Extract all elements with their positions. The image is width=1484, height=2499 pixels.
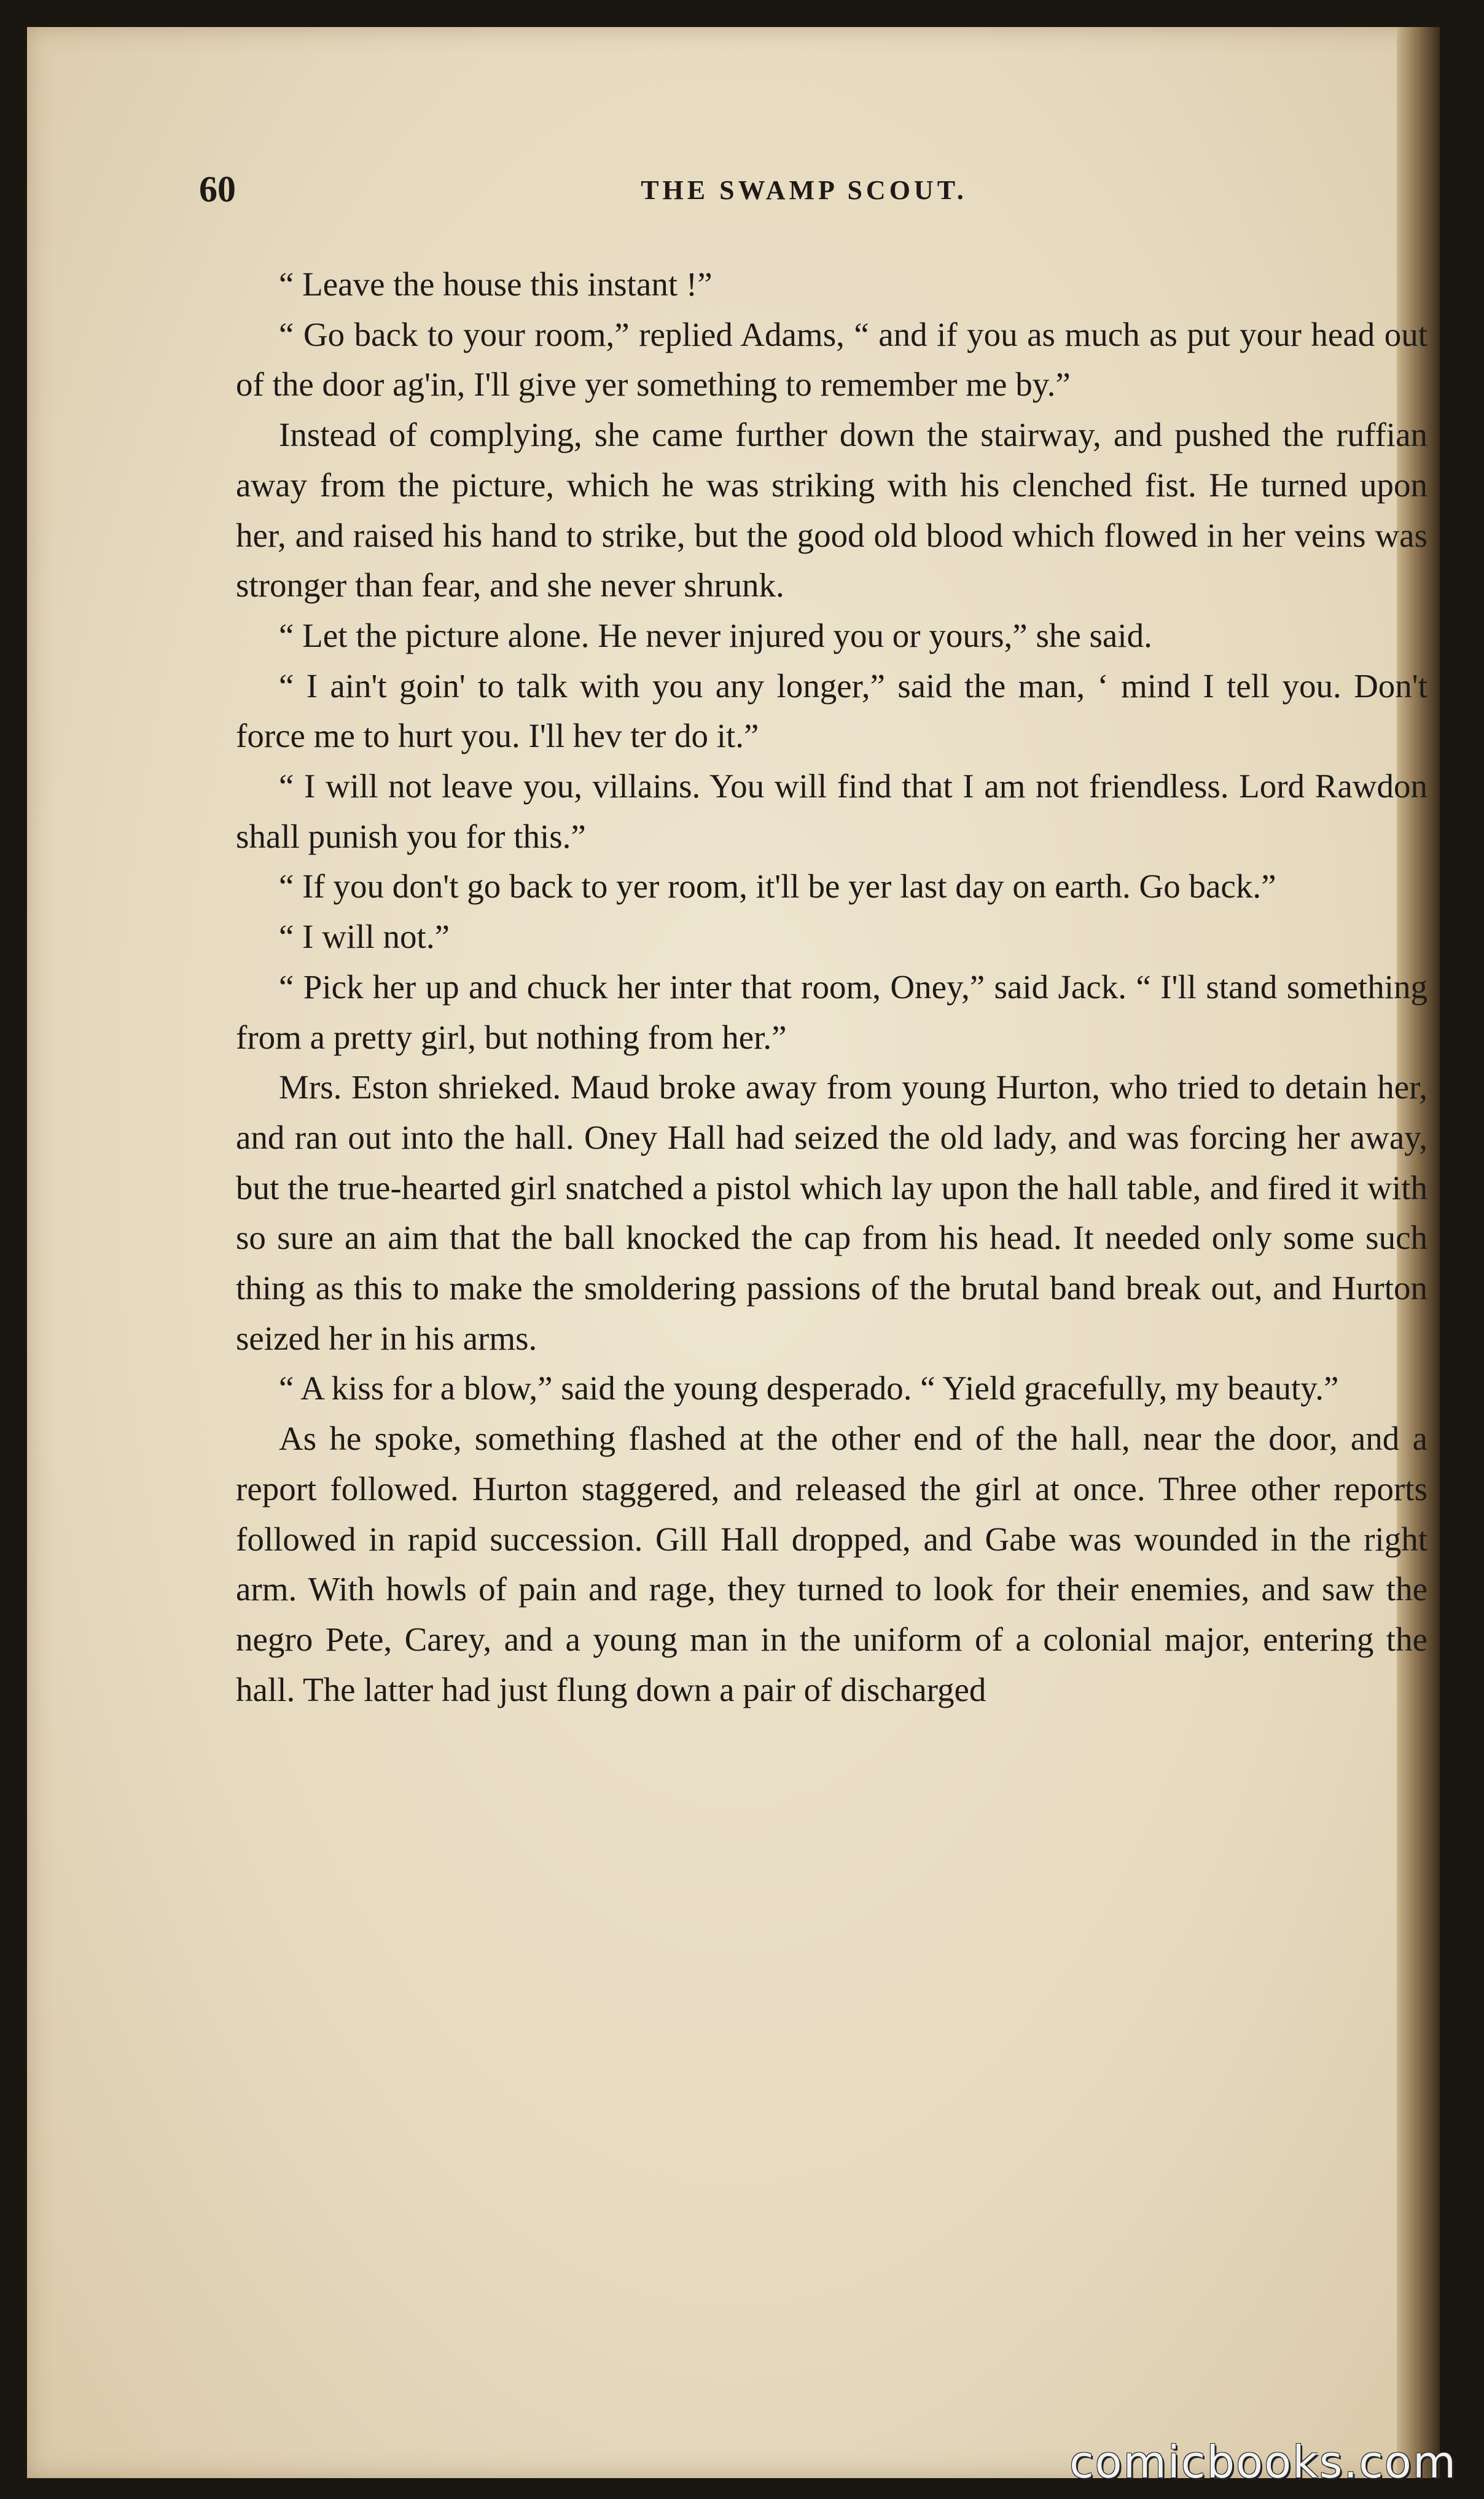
- running-title: THE SWAMP SCOUT.: [641, 175, 967, 205]
- paragraph: “ Let the picture alone. He never injured you or yours,” she said.: [279, 616, 1152, 654]
- paragraph: “ Leave the house this instant !”: [279, 265, 713, 303]
- paragraph: “ If you don't go back to yer room, it'll be yer last day on earth. Go back.”: [279, 867, 1276, 905]
- page-number: 60: [199, 169, 236, 209]
- paragraph: “ I will not.”: [279, 918, 450, 956]
- paragraph: “ I ain't goin' to talk with you any longer,” said the man, ‘ mind I tell you. Don't force me to hurt you. I'll hev ter do it.”: [236, 667, 1427, 755]
- watermark-logo: comicbooks.com: [1069, 2436, 1457, 2488]
- paragraph: “ Go back to your room,” replied Adams, “ and if you as much as put your head out of the door ag'in, I'll give yer something to remember me by.”: [236, 315, 1427, 404]
- paragraph: “ Pick her up and chuck her inter that room, Oney,” said Jack. “ I'll stand something from a pretty girl, but nothing from her.”: [236, 968, 1427, 1056]
- paragraph: Instead of complying, she came further down the stairway, and pushed the ruffian away from the picture, which he was striking with his clenched fist. He turned upon her, and raised his hand to strike, but the good old blood which flowed in her veins was stronger than fear, and she never shrunk.: [236, 416, 1427, 604]
- page-header: [199, 168, 1409, 211]
- body-text: [236, 259, 1427, 1715]
- paragraph: Mrs. Eston shrieked. Maud broke away from young Hurton, who tried to detain her, and ran out into the hall. Oney Hall had seized the old lady, and was forcing her away, but the true-hearted girl snatched a pistol which lay upon the hall table, and fired it with so sure an aim that the ball knocked the cap from his head. It needed only some such thing as this to make the smoldering passions of the brutal band break out, and Hurton seized her in his arms.: [236, 1068, 1427, 1357]
- paragraph: “ I will not leave you, villains. You will find that I am not friendless. Lord Rawdon shall punish you for this.”: [236, 767, 1427, 855]
- paragraph: “ A kiss for a blow,” said the young desperado. “ Yield gracefully, my beauty.”: [279, 1369, 1339, 1407]
- book-page: [27, 27, 1440, 2478]
- paragraph: As he spoke, something flashed at the other end of the hall, near the door, and a report followed. Hurton staggered, and released the girl at once. Three other reports followed in rapid succession. Gill Hall dropped, and Gabe was wounded in the right arm. With howls of pain and rage, they turned to look for their enemies, and saw the negro Pete, Carey, and a young man in the uniform of a colonial major, entering the hall. The latter had just flung down a pair of discharged: [236, 1420, 1427, 1708]
